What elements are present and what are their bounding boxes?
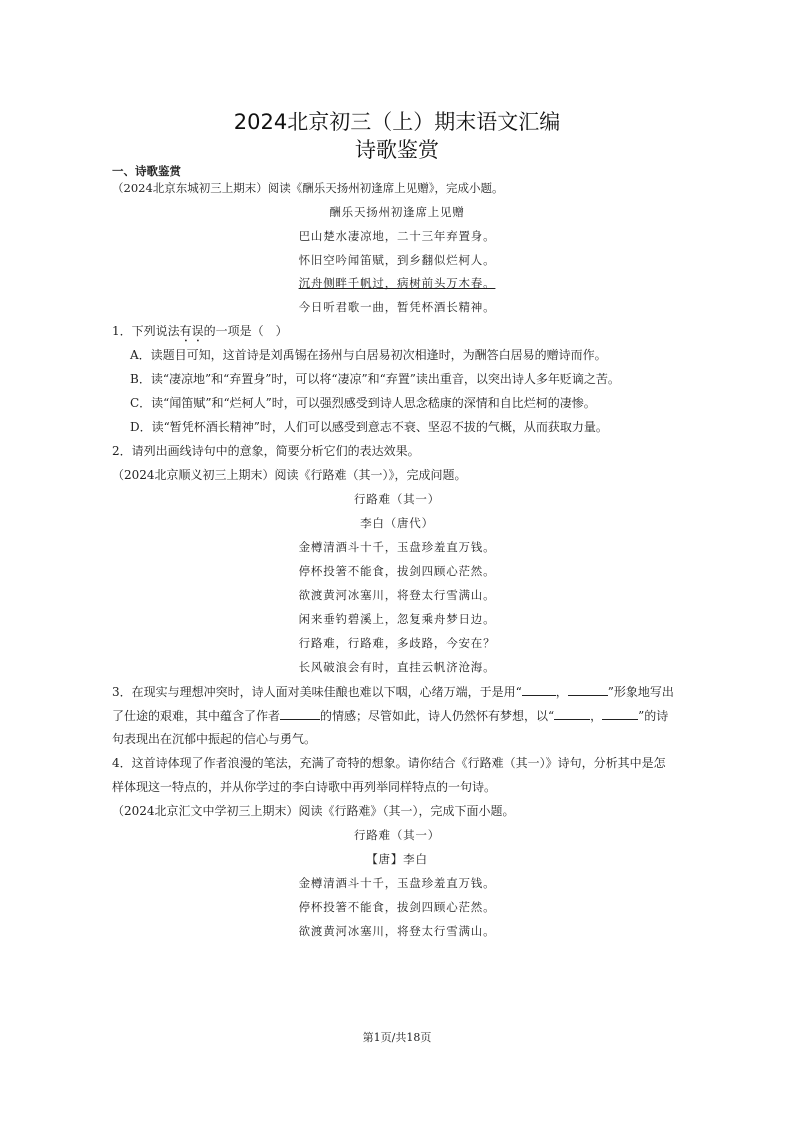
question-4-line-2: 样体现这一特点的，并从你学过的李白诗歌中再列举同样特点的一句诗。 [112, 780, 497, 794]
q3-text: ， [590, 709, 603, 723]
q1-option-c: C．读“闻笛赋”和“烂柯人”时，可以强烈感受到诗人思念嵇康的深情和自比烂柯的凄惨。 [130, 396, 596, 410]
q3-text: 的情感；尽管如此，诗人仍然怀有梦想，以“ [320, 709, 555, 723]
question-3-line-1 [112, 683, 674, 700]
answer-blank[interactable] [554, 707, 590, 720]
q3-text: ”形象地写出 [607, 685, 674, 699]
poem1-line: 今日听君歌一曲，暂凭杯酒长精神。 [298, 300, 496, 314]
answer-blank[interactable] [568, 683, 608, 696]
answer-blank[interactable] [280, 707, 320, 720]
question-3-line-3: 句表现出在沉郁中振起的信心与勇气。 [112, 732, 317, 746]
q3-text: 3．在现实与理想冲突时，诗人面对美味佳酿也难以下咽，心绪万端，于是用“ [112, 685, 522, 699]
source-line-1: （2024北京东城初三上期末）阅读《酬乐天扬州初逢席上见赠》，完成小题。 [112, 181, 504, 195]
document-subtitle: 诗歌鉴赏 [355, 138, 439, 162]
poem2-line: 行路难，行路难，多歧路，今安在？ [298, 636, 496, 650]
q3-text: ， [555, 685, 568, 699]
document-title: 2024北京初三（上）期末语文汇编 [233, 110, 561, 134]
q1-option-d: D．读“暂凭杯酒长精神”时，人们可以感受到意志不衰、坚忍不拔的气概，从而获取力量。 [130, 420, 608, 434]
question-1-stem [112, 323, 288, 345]
poem2-line: 闲来垂钓碧溪上，忽复乘舟梦日边。 [298, 612, 496, 626]
answer-blank[interactable] [602, 707, 638, 720]
answer-blank[interactable] [522, 683, 556, 696]
q1-stem-pre: 1．下列说法 [112, 324, 180, 338]
question-3-line-2 [112, 707, 668, 724]
q1-option-a: A．读题目可知，这首诗是刘禹锡在扬州与白居易初次相逢时，为酬答白居易的赠诗而作。 [130, 348, 607, 362]
poem3-line: 金樽清酒斗十千，玉盘珍羞直万钱。 [298, 876, 496, 890]
poem3-title: 行路难（其一） [353, 828, 441, 842]
poem2-line: 金樽清酒斗十千，玉盘珍羞直万钱。 [298, 540, 496, 554]
question-2: 2．请列出画线诗句中的意象，简要分析它们的表达效果。 [112, 444, 420, 458]
source-line-2: （2024北京顺义初三上期末）阅读《行路难（其一）》，完成问题。 [112, 468, 467, 482]
source-line-3: （2024北京汇文中学初三上期末）阅读《行路难》（其一），完成下面小题。 [112, 804, 515, 818]
poem1-underlined-line: 沉舟侧畔千帆过，病树前头万木春。 [298, 276, 496, 290]
poem2-line: 欲渡黄河冰塞川，将登太行雪满山。 [298, 588, 496, 602]
poem1-line-wrap [0, 275, 794, 291]
section-heading: 一、诗歌鉴赏 [112, 164, 181, 178]
q3-text: ”的诗 [638, 709, 669, 723]
poem1-line: 巴山楚水凄凉地，二十三年弃置身。 [298, 229, 496, 243]
poem3-line: 欲渡黄河冰塞川，将登太行雪满山。 [298, 924, 496, 938]
page-number: 第1页/共18页 [362, 1031, 432, 1044]
poem3-line: 停杯投箸不能食，拔剑四顾心茫然。 [298, 900, 496, 914]
q3-text: 了仕途的艰难，其中蕴含了作者 [112, 709, 281, 723]
q1-stem-post: 的一项是（ ） [203, 324, 288, 338]
poem2-line: 停杯投箸不能食，拔剑四顾心茫然。 [298, 564, 496, 578]
poem1-title: 酬乐天扬州初逢席上见赠 [329, 205, 465, 219]
q1-stem-emphasis: 有误 [179, 324, 204, 338]
poem1-line: 怀旧空吟闻笛赋，到乡翻似烂柯人。 [298, 253, 496, 267]
poem2-title: 行路难（其一） [353, 492, 441, 506]
poem2-line: 长风破浪会有时，直挂云帆济沧海。 [298, 660, 496, 674]
poem2-author: 李白（唐代） [360, 516, 434, 530]
poem3-author: 【唐】李白 [366, 852, 428, 866]
q1-option-b: B．读“凄凉地”和“弃置身”时，可以将“凄凉”和“弃置”读出重音，以突出诗人多年贬谪之苦。 [130, 372, 620, 386]
question-4-line-1: 4．这首诗体现了作者浪漫的笔法，充满了奇特的想象。请你结合《行路难（其一）》诗句，分析其中是怎 [112, 756, 666, 770]
